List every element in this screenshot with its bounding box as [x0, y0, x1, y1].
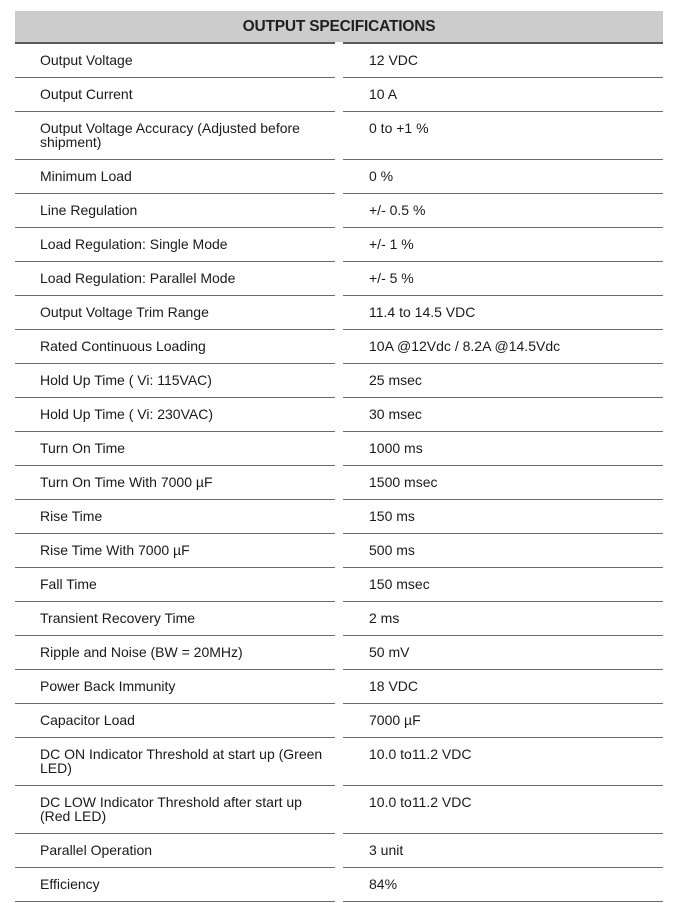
- spec-label: Output Voltage Trim Range: [15, 295, 339, 329]
- spec-label: Capacitor Load: [15, 703, 339, 737]
- spec-value: 30 msec: [339, 397, 663, 431]
- table-title: OUTPUT SPECIFICATIONS: [15, 11, 663, 43]
- spec-label: Turn On Time: [15, 431, 339, 465]
- spec-value: 84%: [339, 867, 663, 901]
- spec-label: Load Regulation: Single Mode: [15, 227, 339, 261]
- table-row: [15, 669, 663, 703]
- spec-value: 10 A: [339, 77, 663, 111]
- spec-label: Hold Up Time ( Vi: 230VAC): [15, 397, 339, 431]
- spec-label: Power Back Immunity: [15, 669, 339, 703]
- spec-label: Efficiency: [15, 867, 339, 901]
- table-row: [15, 635, 663, 669]
- table-row: [15, 329, 663, 363]
- table-row: [15, 193, 663, 227]
- table-row: [15, 295, 663, 329]
- output-specifications-table: [15, 11, 663, 902]
- spec-label: Output Voltage: [15, 43, 339, 77]
- spec-value: +/- 5 %: [339, 261, 663, 295]
- spec-label: Load Regulation: Parallel Mode: [15, 261, 339, 295]
- spec-label: Line Regulation: [15, 193, 339, 227]
- table-row: [15, 703, 663, 737]
- table-row: [15, 737, 663, 785]
- spec-value: 10.0 to11.2 VDC: [339, 737, 663, 785]
- table-row: [15, 867, 663, 901]
- table-row: [15, 833, 663, 867]
- spec-value: 0 to +1 %: [339, 111, 663, 159]
- table-row: [15, 785, 663, 833]
- spec-value: 50 mV: [339, 635, 663, 669]
- table-header-row: [15, 11, 663, 43]
- spec-value: 1000 ms: [339, 431, 663, 465]
- spec-value: +/- 1 %: [339, 227, 663, 261]
- spec-value: 11.4 to 14.5 VDC: [339, 295, 663, 329]
- spec-value: 0 %: [339, 159, 663, 193]
- spec-value: 1500 msec: [339, 465, 663, 499]
- table-row: [15, 465, 663, 499]
- spec-label: Minimum Load: [15, 159, 339, 193]
- spec-value: 7000 µF: [339, 703, 663, 737]
- table-row: [15, 499, 663, 533]
- spec-value: 3 unit: [339, 833, 663, 867]
- spec-label: Transient Recovery Time: [15, 601, 339, 635]
- table-row: [15, 159, 663, 193]
- table-row: [15, 77, 663, 111]
- table-row: [15, 363, 663, 397]
- spec-value: 12 VDC: [339, 43, 663, 77]
- spec-label: Output Current: [15, 77, 339, 111]
- spec-label: Parallel Operation: [15, 833, 339, 867]
- spec-value: 500 ms: [339, 533, 663, 567]
- table-row: [15, 261, 663, 295]
- spec-label: Rise Time With 7000 µF: [15, 533, 339, 567]
- table-row: [15, 227, 663, 261]
- table-row: [15, 431, 663, 465]
- spec-label: Output Voltage Accuracy (Adjusted before shipment): [15, 111, 339, 159]
- spec-label: Rated Continuous Loading: [15, 329, 339, 363]
- table-row: [15, 43, 663, 77]
- spec-value: 25 msec: [339, 363, 663, 397]
- table-row: [15, 601, 663, 635]
- spec-label: DC LOW Indicator Threshold after start up (Red LED): [15, 785, 339, 833]
- spec-value: 2 ms: [339, 601, 663, 635]
- spec-value: 150 msec: [339, 567, 663, 601]
- spec-label: Rise Time: [15, 499, 339, 533]
- spec-label: Fall Time: [15, 567, 339, 601]
- table-row: [15, 397, 663, 431]
- table-row: [15, 111, 663, 159]
- table-row: [15, 533, 663, 567]
- spec-label: Ripple and Noise (BW = 20MHz): [15, 635, 339, 669]
- spec-value: 150 ms: [339, 499, 663, 533]
- table-row: [15, 567, 663, 601]
- spec-label: Turn On Time With 7000 µF: [15, 465, 339, 499]
- spec-value: 10.0 to11.2 VDC: [339, 785, 663, 833]
- spec-label: Hold Up Time ( Vi: 115VAC): [15, 363, 339, 397]
- spec-value: 18 VDC: [339, 669, 663, 703]
- spec-label: DC ON Indicator Threshold at start up (Green LED): [15, 737, 339, 785]
- spec-value: 10A @12Vdc / 8.2A @14.5Vdc: [339, 329, 663, 363]
- spec-value: +/- 0.5 %: [339, 193, 663, 227]
